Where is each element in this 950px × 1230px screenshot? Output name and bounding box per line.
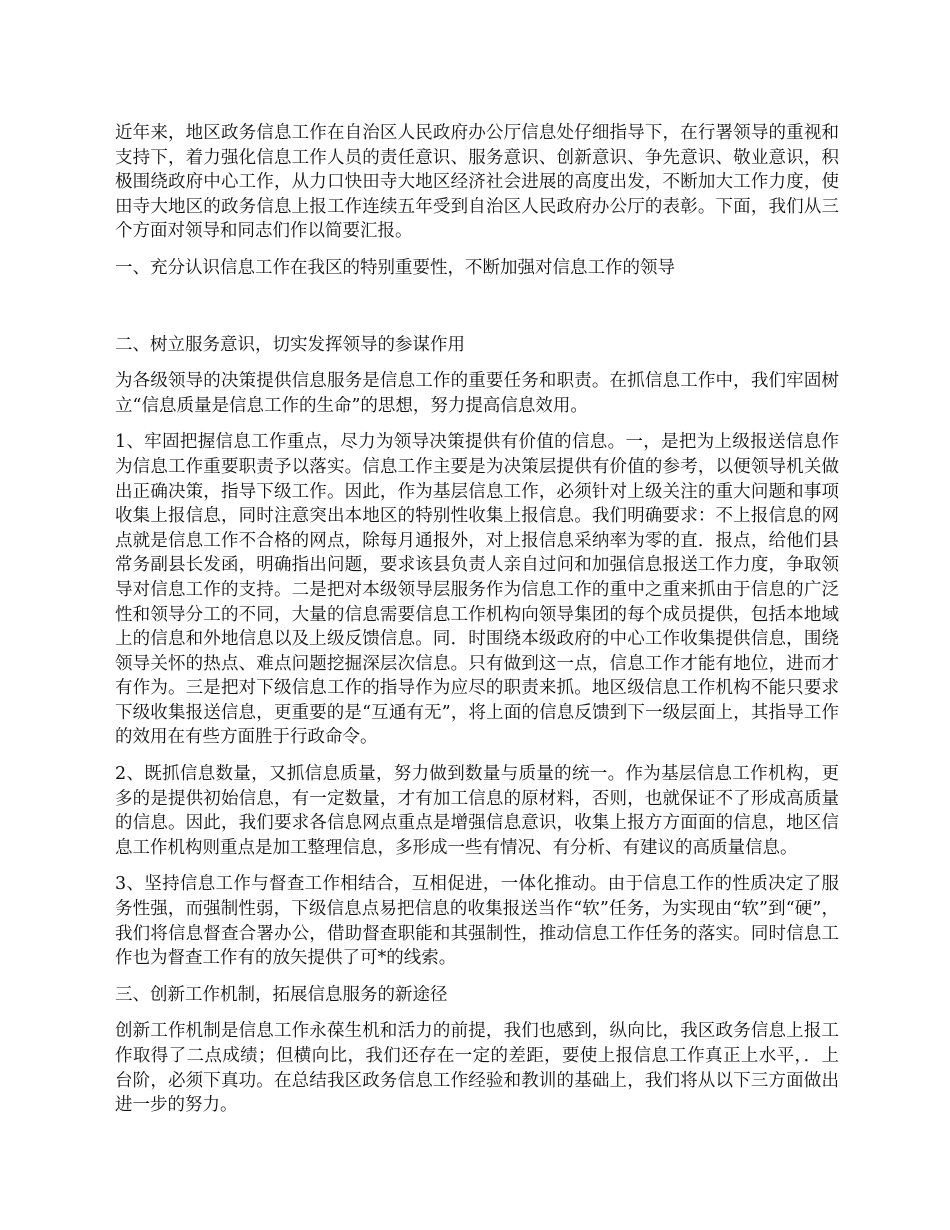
section-heading-2: 二、树立服务意识，切实发挥领导的参谋作用 <box>115 334 465 355</box>
blank-space <box>115 293 839 333</box>
section-2-item-1-paragraph: 1、牢固把握信息工作重点，尽力为领导决策提供有价值的信息。一，是把为上级报送信息作为信息工作重要职责予以落实。信息工作主要是为决策层提供有价值的参考，以便领导机关做出正确决策，指导下级工作。因此，作为基层信息工作，必须针对上级关注的重大问题和事项收集上报信息，同时注意突出本地区的特别性收集上报信息。我们明确要求：不上报信息的网点就是信息工作不合格的网点，除每月通报外，对上报信息采纳率为零的直．报点，给他们县常务副县长发函，明确指出问题，要求该县负责人亲自过问和加强信息报送工作力度，争取领导对信息工作的支持。二是把对本级领导层服务作为信息工作的重中之重来抓由于信息的广泛性和领导分工的不同，大量的信息需要信息工作机构向领导集团的每个成员提供，包括本地域上的信息和外地信息以及上级反馈信息。同．时围绕本级政府的中心工作收集提供信息，围绕领导关怀的热点、难点问题挖掘深层次信息。只有做到这一点，信息工作才能有地位，进而才有作为。三是把对下级信息工作的指导作为应尽的职责来抓。地区级信息工作机构不能只要求下级收集报送信息，更重要的是“互通有无”，将上面的信息反馈到下一级层面上，其指导工作的效用在有些方面胜于行政命令。 <box>115 432 839 748</box>
section-3-intro-paragraph: 创新工作机制是信息工作永葆生机和活力的前提，我们也感到，纵向比，我区政务信息上报工作取得了二点成绩；但横向比，我们还存在一定的差距，要使上报信息工作真正上水平，．上台阶，必须下真功。在总结我区政务信息工作经验和教训的基础上，我们将从以下三方面做出进一步的努力。 <box>115 1021 839 1116</box>
section-2-intro-paragraph: 为各级领导的决策提供信息服务是信息工作的重要任务和职责。在抓信息工作中，我们牢固树立“信息质量是信息工作的生命”的思想，努力提高信息效用。 <box>115 371 839 416</box>
section-2-item-2-paragraph: 2、既抓信息数量，又抓信息质量，努力做到数量与质量的统一。作为基层信息工作机构，更多的是提供初始信息，有一定数量，才有加工信息的原材料，否则，也就保证不了形成高质量的信息。因此，我们要求各信息网点重点是增强信息意识，收集上报方方面面的信息，地区信息工作机构则重点是加工整理信息，多形成一些有情况、有分析、有建议的高质量信息。 <box>115 764 839 858</box>
section-heading-1: 一、充分认识信息工作在我区的特别重要性，不断加强对信息工作的领导 <box>115 257 675 278</box>
section-heading-3: 三、创新工作机制，拓展信息服务的新途径 <box>115 984 448 1005</box>
intro-paragraph: 近年来，地区政务信息工作在自治区人民政府办公厅信息处仔细指导下，在行署领导的重视和支持下，着力强化信息工作人员的责任意识、服务意识、创新意识、争先意识、敬业意识，积极围绕政府中心工作，从力口快田寺大地区经济社会进展的高度出发，不断加大工作力度，使田寺大地区的政务信息上报工作连续五年受到自治区人民政府办公厅的表彰。下面，我们从三个方面对领导和同志们作以简要汇报。 <box>115 123 839 242</box>
section-2-item-3-paragraph: 3、坚持信息工作与督查工作相结合，互相促进，一体化推动。由于信息工作的性质决定了服务性强，而强制性弱，下级信息点易把信息的收集报送当作“软”任务，为实现由“软”到“硬”，我们将信息督查合署办公，借助督查职能和其强制性，推动信息工作任务的落实。同时信息工作也为督查工作有的放矢提供了可*的线索。 <box>115 874 839 969</box>
document-body <box>115 121 839 1130</box>
